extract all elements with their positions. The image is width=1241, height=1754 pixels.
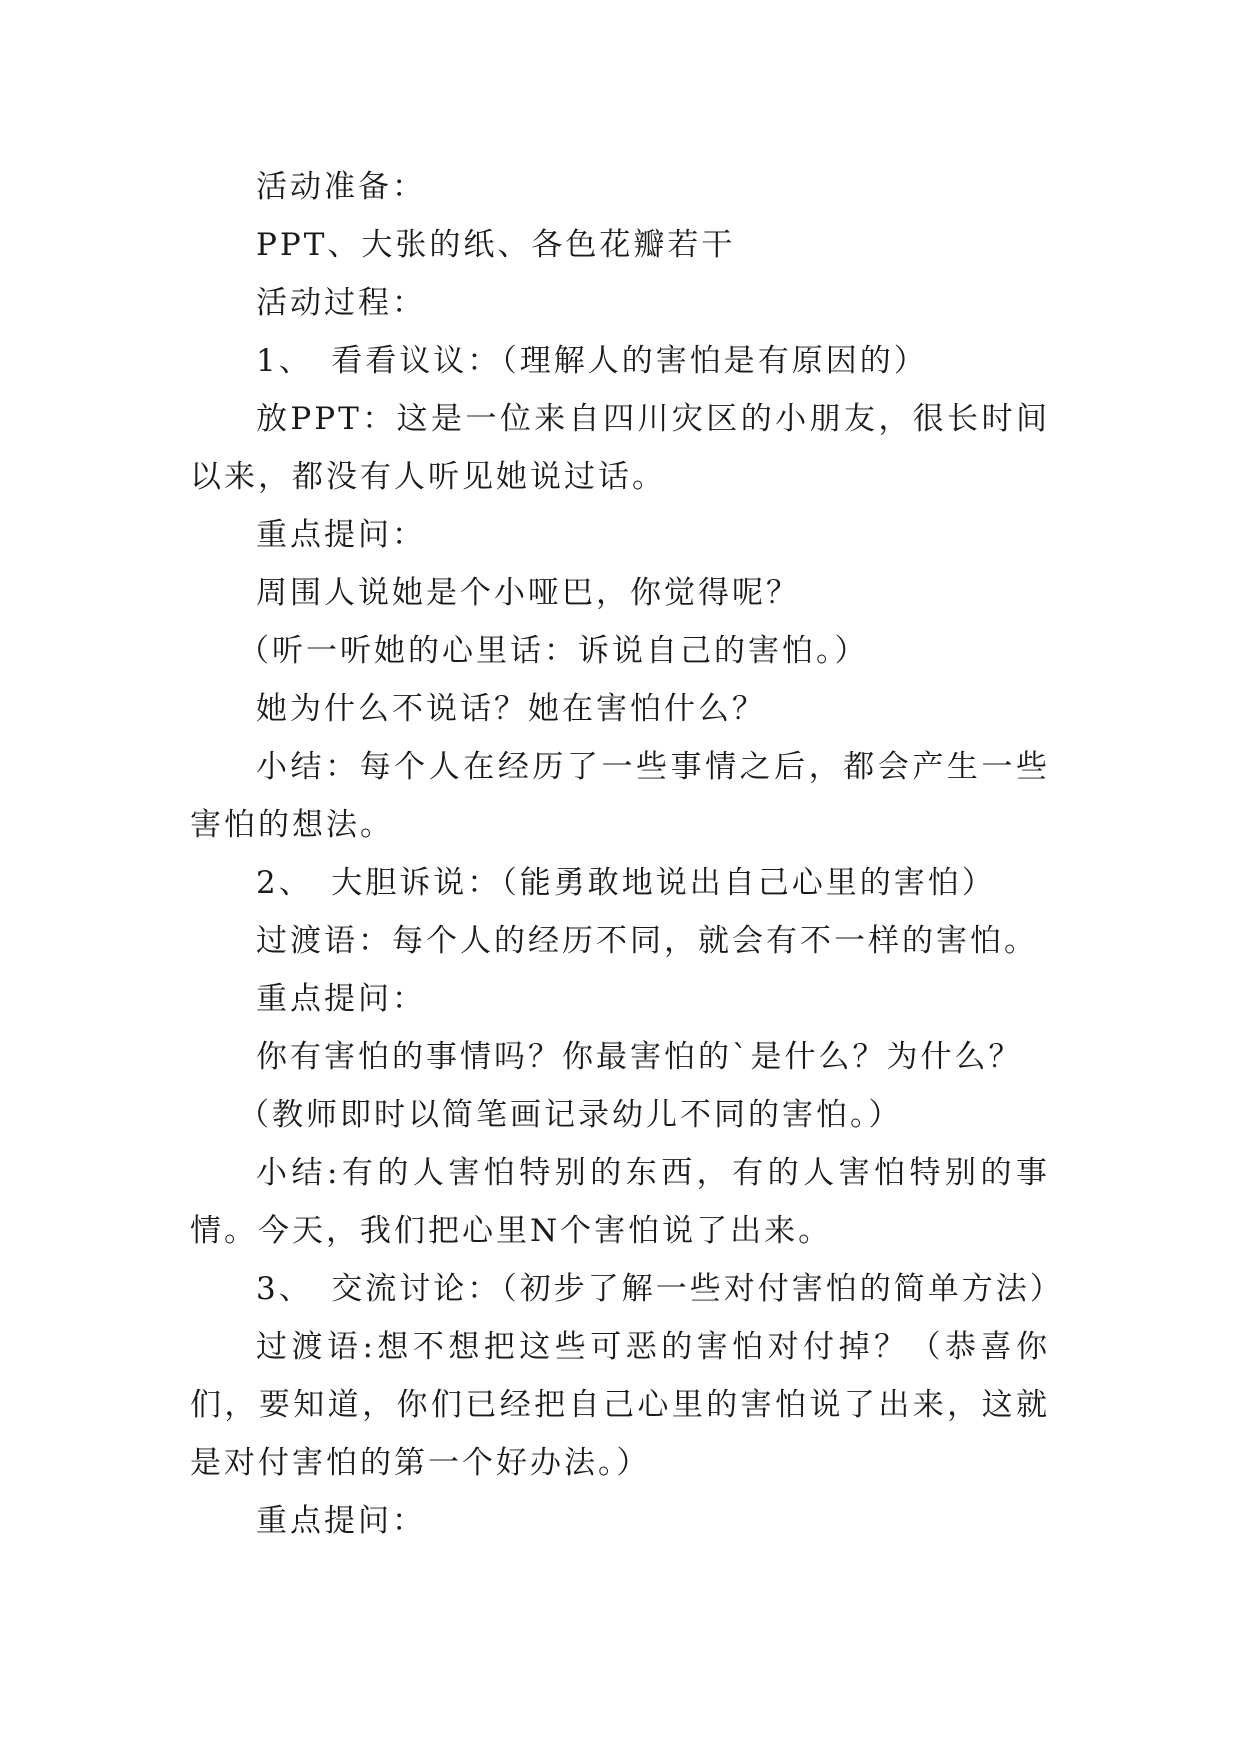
paragraph-listen-note: （听一听她的心里话：诉说自己的害怕。） [238,633,869,669]
paragraph-transition-2: 过渡语:想不想把这些可恶的害怕对付掉？（恭喜你们，要知道，你们已经把自己心里的害怕说了出来，这就是对付害怕的第一个好办法。） [190,1329,1050,1481]
paragraph-summary-2: 小结:有的人害怕特别的东西，有的人害怕特别的事情。今天，我们把心里N个害怕说了出来。 [190,1155,1050,1249]
paragraph-key-question-1: 重点提问： [256,517,426,553]
paragraph-summary-1: 小结：每个人在经历了一些事情之后，都会产生一些害怕的想法。 [190,749,1050,843]
paragraph-teacher-note: （教师即时以简笔画记录幼儿不同的害怕。） [238,1097,903,1133]
paragraph-key-question-3: 重点提问： [256,1503,426,1539]
paragraph-key-question-2: 重点提问： [256,981,426,1017]
paragraph-ppt-intro: 放PPT：这是一位来自四川灾区的小朋友，很长时间以来，都没有人听见她说过话。 [190,401,1050,495]
paragraph-step-3-title: 3、 交流讨论：（初步了解一些对付害怕的简单方法） [256,1271,1064,1307]
paragraph-activity-process-heading: 活动过程： [256,285,426,321]
document-body [190,158,1064,1550]
paragraph-question-fear: 你有害怕的事情吗？你最害怕的`是什么？为什么？ [256,1039,1023,1075]
paragraph-step-1-title: 1、 看看议议：（理解人的害怕是有原因的） [256,343,928,379]
paragraph-question-mute: 周围人说她是个小哑巴，你觉得呢？ [256,575,800,611]
paragraph-step-2-title: 2、 大胆诉说：（能勇敢地说出自己心里的害怕） [256,865,996,901]
paragraph-activity-preparation-heading: 活动准备： [256,169,426,205]
paragraph-materials: PPT、大张的纸、各色花瓣若干 [256,227,736,263]
paragraph-why-not-speak: 她为什么不说话？她在害怕什么？ [256,691,766,727]
paragraph-transition-1: 过渡语：每个人的经历不同，就会有不一样的害怕。 [256,923,1038,959]
